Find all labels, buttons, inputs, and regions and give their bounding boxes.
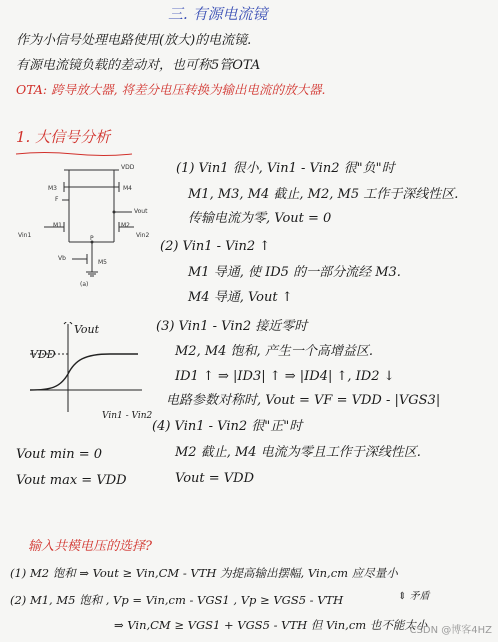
section-heading-cm-input: 输入共模电压的选择? <box>28 539 152 554</box>
circuit-label-m5: M5 <box>98 259 107 266</box>
csdn-watermark: CSDN @博客4HZ <box>409 625 492 636</box>
case2-line1: (2) Vin1 - Vin2 ↑ <box>160 239 271 254</box>
case3-line3: ID1 ↑ ⇒ |ID3| ↑ ⇒ |ID4| ↑, ID2 ↓ <box>175 369 395 384</box>
cm-contradiction-note: ⇕ 矛盾 <box>398 591 430 602</box>
circuit-label-p: P <box>90 235 94 242</box>
graph-xlabel: Vin1 - Vin2 <box>102 411 153 421</box>
diff-pair-circuit-diagram <box>14 160 154 290</box>
transfer-curve-graph <box>20 322 150 418</box>
page-title: 三. 有源电流镜 <box>168 5 268 23</box>
circuit-caption: (a) <box>80 281 89 288</box>
case1-line3: 传输电流为零, Vout = 0 <box>188 211 332 226</box>
circuit-label-m1: M1 <box>53 222 62 229</box>
case3-line1: (3) Vin1 - Vin2 接近零时 <box>156 319 308 334</box>
case4-line3: Vout = VDD <box>175 471 255 486</box>
case3-line4: 电路参数对称时, Vout = VF = VDD - |VGS3| <box>166 393 441 408</box>
case1-line1: (1) Vin1 很小, Vin1 - Vin2 很"负"时 <box>176 161 395 176</box>
graph-ylabel: Vout <box>74 323 100 336</box>
cm-line1: (1) M2 饱和 ⇒ Vout ≥ Vin,CM - VTH 为提高输出摆幅, Vin,cm 应尽量小 <box>10 566 398 580</box>
section-heading-large-signal: 1. 大信号分析 <box>16 128 111 146</box>
cm-line3: ⇒ Vin,CM ≥ VGS1 + VGS5 - VTH 但 Vin,cm 也不能太小 <box>114 618 428 632</box>
case1-line2: M1, M3, M4 截止, M2, M5 工作于深线性区. <box>188 187 459 202</box>
vout-min: Vout min = 0 <box>16 447 103 462</box>
circuit-label-vout: Vout <box>134 208 148 215</box>
case4-line2: M2 截止, M4 电流为零且工作于深线性区. <box>175 445 421 460</box>
circuit-label-vb: Vb <box>58 255 66 262</box>
intro-line-1: 作为小信号处理电路使用(放大)的电流镜. <box>16 33 252 48</box>
case2-line3: M4 导通, Vout ↑ <box>188 290 293 305</box>
case4-line1: (4) Vin1 - Vin2 很"正"时 <box>152 419 303 434</box>
circuit-label-vin1: Vin1 <box>18 232 32 239</box>
heading-underline <box>14 150 134 158</box>
intro-line-2: 有源电流镜负载的差动对，也可称5管OTA <box>16 58 261 73</box>
circuit-label-f: F <box>55 196 59 203</box>
case2-line2: M1 导通, 使 ID5 的一部分流经 M3. <box>188 265 401 280</box>
circuit-label-m2: M2 <box>121 222 130 229</box>
intro-line-3: OTA: 跨导放大器, 将差分电压转换为输出电流的放大器. <box>16 82 326 97</box>
circuit-label-vdd: VDD <box>121 164 135 171</box>
graph-vdd-label: VDD <box>30 348 56 361</box>
cm-line2: (2) M1, M5 饱和 , Vp = Vin,cm - VGS1 , Vp ≥ VGS5 - VTH <box>10 593 344 607</box>
circuit-label-m4: M4 <box>123 185 132 192</box>
vout-max: Vout max = VDD <box>16 473 127 488</box>
circuit-label-vin2: Vin2 <box>136 232 150 239</box>
case3-line2: M2, M4 饱和, 产生一个高增益区. <box>175 344 373 359</box>
circuit-label-m3: M3 <box>48 185 57 192</box>
